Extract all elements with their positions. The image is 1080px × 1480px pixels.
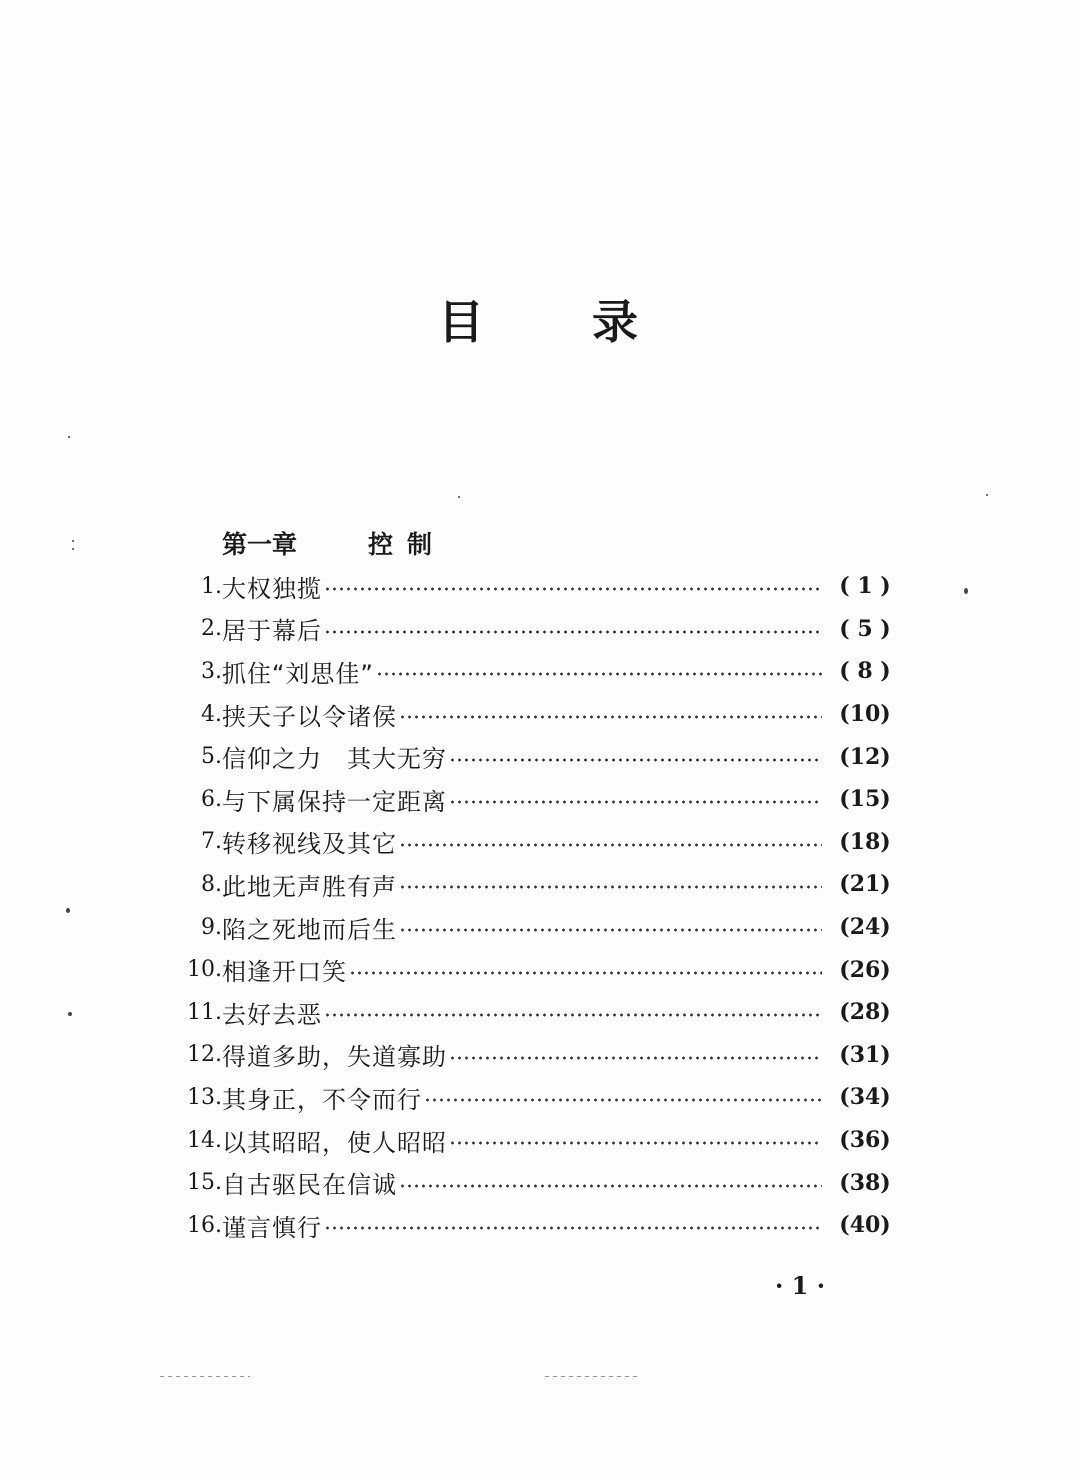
toc-entry-page: ( 1 ) xyxy=(839,573,891,600)
toc-entry-title: 自古驱民在信诚 xyxy=(222,1171,397,1200)
toc-entry-page: (10) xyxy=(839,701,891,728)
dot-leader xyxy=(324,630,822,634)
toc-entry-title: 去好去恶 xyxy=(222,1000,322,1029)
toc-entry[interactable] xyxy=(160,1076,900,1119)
scan-speck xyxy=(72,548,74,550)
dot-leader xyxy=(449,800,822,804)
toc-entry-page: (40) xyxy=(839,1212,891,1239)
dot-leader xyxy=(399,715,822,719)
toc-entry-title: 以其昭昭，使人昭昭 xyxy=(222,1128,447,1157)
toc-entry-page: ( 8 ) xyxy=(839,658,891,685)
scan-line xyxy=(160,1376,250,1377)
toc-entry-title: 大权独揽 xyxy=(222,574,322,603)
page-title-char-2: 录 xyxy=(592,295,638,349)
dot-leader xyxy=(324,1226,822,1230)
toc-entry-title: 陷之死地而后生 xyxy=(222,915,397,944)
toc-entry[interactable] xyxy=(160,608,900,651)
toc-entry-number: 2. xyxy=(201,616,222,642)
toc-entry-page: (28) xyxy=(839,999,891,1026)
page-title-char-1: 目 xyxy=(438,295,484,349)
toc-entry-number: 12. xyxy=(187,1042,222,1068)
toc-entry[interactable] xyxy=(160,1204,900,1247)
toc-entry[interactable] xyxy=(160,1119,900,1162)
toc-entry-number: 5. xyxy=(201,744,222,770)
toc-entry[interactable] xyxy=(160,991,900,1034)
toc-entry-number: 3. xyxy=(201,658,222,684)
toc-entry[interactable] xyxy=(160,906,900,949)
toc-entry-title: 谨言慎行 xyxy=(222,1213,322,1242)
toc-entry-title: 其身正，不令而行 xyxy=(222,1085,422,1114)
dot-leader xyxy=(324,587,822,591)
toc-entry-page: (31) xyxy=(839,1041,891,1068)
dot-leader xyxy=(449,758,822,762)
toc-entry-page: (24) xyxy=(839,914,891,941)
toc-entry[interactable] xyxy=(160,735,900,778)
toc-entry-title: 抓住“刘思佳” xyxy=(222,659,374,688)
dot-leader xyxy=(399,1184,822,1188)
page-number: · 1 · xyxy=(774,1271,826,1300)
scan-speck xyxy=(66,908,70,913)
toc-entry[interactable] xyxy=(160,778,900,821)
table-of-contents xyxy=(160,565,900,1247)
toc-entry-number: 14. xyxy=(187,1127,222,1153)
toc-entry-title: 挟天子以令诸侯 xyxy=(222,702,397,731)
page-title xyxy=(0,292,1080,352)
toc-entry[interactable] xyxy=(160,948,900,991)
toc-entry[interactable] xyxy=(160,863,900,906)
toc-entry-number: 4. xyxy=(201,701,222,727)
toc-entry-number: 7. xyxy=(201,829,222,855)
toc-entry-number: 8. xyxy=(201,871,222,897)
toc-entry-title: 相逢开口笑 xyxy=(222,958,347,987)
toc-entry-number: 13. xyxy=(187,1084,222,1110)
toc-entry-number: 16. xyxy=(187,1212,222,1238)
dot-leader xyxy=(449,1056,822,1060)
toc-entry-title: 居于幕后 xyxy=(222,617,322,646)
scan-speck xyxy=(964,588,968,594)
dot-leader xyxy=(376,672,822,676)
chapter-label: 第一章 xyxy=(222,530,298,559)
toc-entry-number: 9. xyxy=(201,914,222,940)
toc-entry-number: 6. xyxy=(201,786,222,812)
scan-speck xyxy=(68,436,70,438)
toc-entry-number: 10. xyxy=(187,957,222,983)
toc-entry-number: 11. xyxy=(187,999,222,1025)
toc-entry[interactable] xyxy=(160,1161,900,1204)
dot-leader xyxy=(399,928,822,932)
toc-entry[interactable] xyxy=(160,693,900,736)
scan-speck xyxy=(986,494,988,496)
dot-leader xyxy=(399,885,822,889)
toc-entry-page: (34) xyxy=(839,1084,891,1111)
scan-speck xyxy=(72,540,74,542)
toc-entry-title: 信仰之力 其大无穷 xyxy=(222,745,447,774)
scan-speck xyxy=(458,496,460,498)
dot-leader xyxy=(424,1098,822,1102)
toc-entry-page: (36) xyxy=(839,1127,891,1154)
toc-entry-page: (15) xyxy=(839,786,891,813)
toc-entry-title: 转移视线及其它 xyxy=(222,830,397,859)
toc-entry-number: 1. xyxy=(201,573,222,599)
toc-entry-page: (12) xyxy=(839,743,891,770)
scan-speck xyxy=(68,1012,72,1016)
toc-entry-page: (21) xyxy=(839,871,891,898)
toc-entry[interactable] xyxy=(160,565,900,608)
chapter-heading xyxy=(222,525,446,565)
dot-leader xyxy=(324,1013,822,1017)
toc-entry[interactable] xyxy=(160,650,900,693)
toc-entry[interactable] xyxy=(160,821,900,864)
toc-entry-number: 15. xyxy=(187,1170,222,1196)
toc-entry-title: 得道多助，失道寡助 xyxy=(222,1043,447,1072)
dot-leader xyxy=(349,971,822,975)
toc-entry-page: ( 5 ) xyxy=(839,615,891,642)
dot-leader xyxy=(399,843,822,847)
scan-line xyxy=(545,1376,640,1377)
toc-entry-page: (38) xyxy=(839,1169,891,1196)
chapter-title: 控制 xyxy=(368,530,447,559)
toc-entry-page: (26) xyxy=(839,956,891,983)
toc-entry-title: 与下属保持一定距离 xyxy=(222,787,447,816)
toc-entry-title: 此地无声胜有声 xyxy=(222,872,397,901)
toc-entry-page: (18) xyxy=(839,828,891,855)
dot-leader xyxy=(449,1141,822,1145)
toc-entry[interactable] xyxy=(160,1034,900,1077)
